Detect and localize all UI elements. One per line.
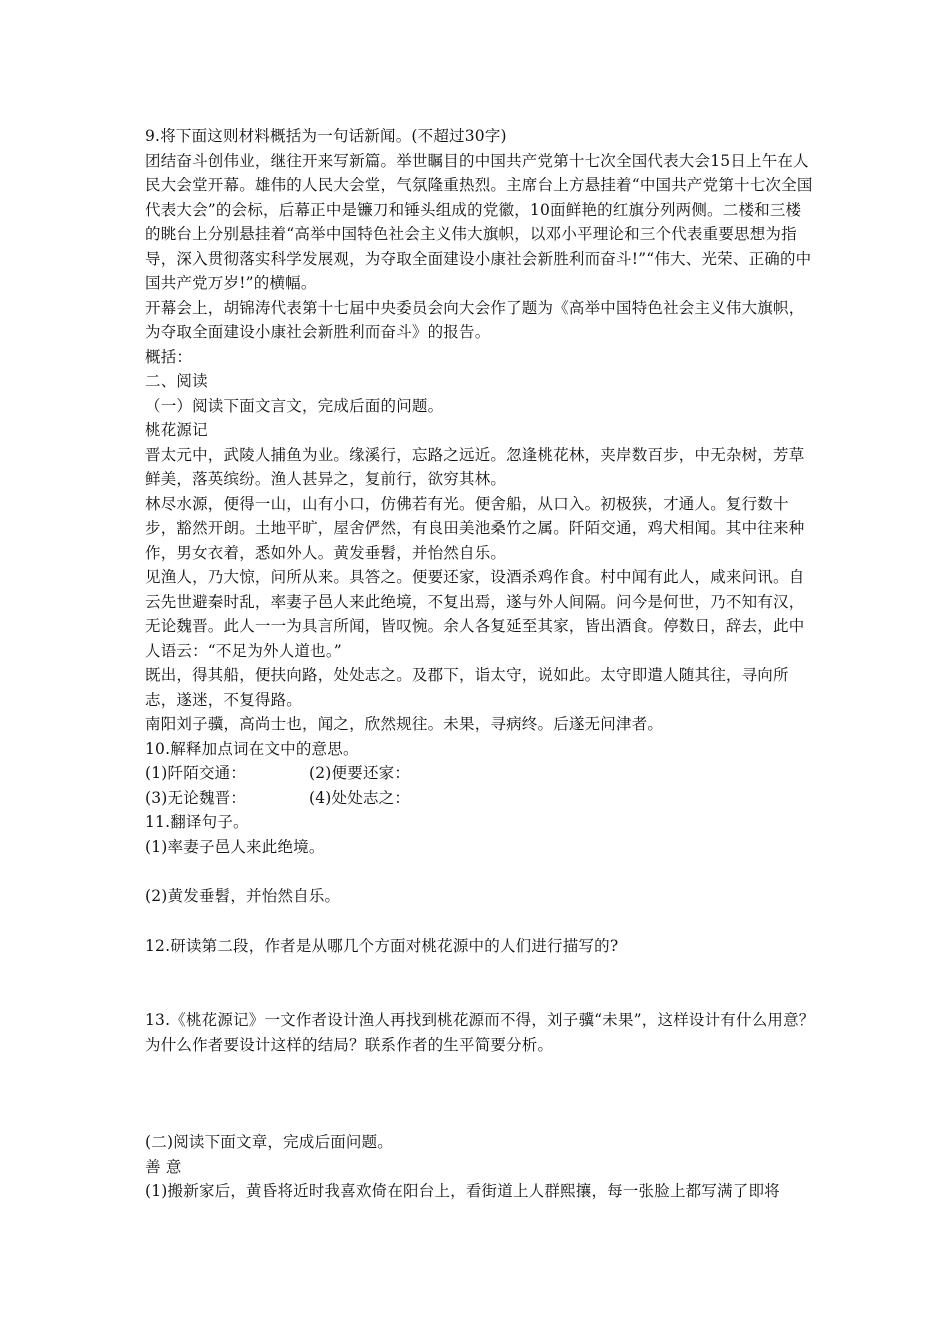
part-2-paragraph: (1)搬新家后，黄昏将近时我喜欢倚在阳台上，看街道上人群熙攘，每一张脸上都写满了即将 bbox=[145, 1182, 780, 1200]
answer-space bbox=[145, 909, 815, 934]
question-11-item: (1)率妻子邑人来此绝境。 bbox=[145, 837, 325, 856]
answer-space bbox=[145, 859, 815, 884]
part-2-heading: (二)阅读下面文章，完成后面问题。 bbox=[145, 1133, 393, 1151]
question-11-item: (2)黄发垂髫，并怡然自乐。 bbox=[145, 887, 341, 905]
classical-text-paragraph: 既出，得其船，便扶向路，处处志之。及郡下，诣太守，说如此。太守即遣人随其往，寻向所志，遂迷，不复得路。 bbox=[145, 666, 789, 709]
question-10-item: (3)无论魏晋： bbox=[145, 788, 247, 807]
text-title: 桃花源记 bbox=[145, 421, 208, 439]
answer-space bbox=[145, 1057, 815, 1130]
question-9-material-paragraph: 开幕会上，胡锦涛代表第十七届中央委员会向大会作了题为《高举中国特色社会主义伟大旗帜，为夺取全面建设小康社会新胜利而奋斗》的报告。 bbox=[145, 298, 805, 341]
part-1-heading: （一）阅读下面文言文，完成后面的问题。 bbox=[145, 396, 444, 415]
classical-text-paragraph: 见渔人，乃大惊，问所从来。具答之。便要还家，设酒杀鸡作食。村中闻有此人，咸来问讯。自云先世避秦时乱，率妻子邑人来此绝境，不复出焉，遂与外人间隔。问今是何世，乃不知有汉，无论魏晋。此人一一为具言所闻，皆叹惋。余人各复延至其家，皆出酒食。停数日，辞去，此中人语云：“不足为外人道也。” bbox=[145, 568, 805, 660]
classical-text-paragraph: 晋太元中，武陵人捕鱼为业。缘溪行，忘路之远近。忽逢桃花林，夹岸数百步，中无杂树，芳草鲜美，落英缤纷。渔人甚异之，复前行，欲穷其林。 bbox=[145, 445, 805, 488]
part-2-title: 善 意 bbox=[145, 1157, 182, 1176]
question-10-item: (2)便要还家： bbox=[309, 764, 411, 782]
question-9-material-paragraph: 团结奋斗创伟业，继往开来写新篇。举世瞩目的中国共产党第十七次全国代表大会15日上午在人民大会堂开幕。雄伟的人民大会堂，气氛隆重热烈。主席台上方悬挂着“中国共产党第十七次全国代表大会”的会标，后幕正中是镰刀和锤头组成的党徽，10面鲜艳的红旗分列两侧。二楼和三楼的眺台上分别悬挂着“高举中国特色社会主义伟大旗帜，以邓小平理论和三个代表重要思想为指导，深入贯彻落实科学发展观，为夺取全面建设小康社会新胜利而奋斗!”“伟大、光荣、正确的中国共产党万岁!”的横幅。 bbox=[145, 151, 813, 292]
question-9-title: 9.将下面这则材料概括为一句话新闻。(不超过30字) bbox=[145, 127, 507, 145]
question-10-item: (1)阡陌交通： bbox=[145, 764, 247, 782]
question-11-title: 11.翻译句子。 bbox=[145, 813, 249, 831]
question-12: 12.研读第二段，作者是从哪几个方面对桃花源中的人们进行描写的? bbox=[145, 936, 619, 955]
question-10-row bbox=[145, 761, 815, 786]
summary-label: 概括： bbox=[145, 347, 193, 366]
document-body bbox=[145, 124, 815, 1204]
question-10-row bbox=[145, 786, 815, 811]
classical-text-paragraph: 林尽水源，便得一山，山有小口，仿佛若有光。便舍船，从口入。初极狭，才通人。复行数十步，豁然开朗。土地平旷，屋舍俨然，有良田美池桑竹之属。阡陌交通，鸡犬相闻。其中往来种作，男女衣着，悉如外人。黄发垂髫，并怡然自乐。 bbox=[145, 494, 805, 562]
answer-space bbox=[145, 958, 815, 1008]
classical-text-paragraph: 南阳刘子骥，高尚士也，闻之，欣然规往。未果，寻病终。后遂无问津者。 bbox=[145, 715, 664, 733]
section-heading: 二、阅读 bbox=[145, 372, 208, 390]
question-10-title: 10.解释加点词在文中的意思。 bbox=[145, 739, 359, 758]
question-10-item: (4)处处志之： bbox=[309, 788, 411, 807]
question-13: 13.《桃花源记》一文作者设计渔人再找到桃花源而不得，刘子骥“未果”，这样设计有什么用意？为什么作者要设计这样的结局？联系作者的生平简要分析。 bbox=[145, 1011, 815, 1054]
